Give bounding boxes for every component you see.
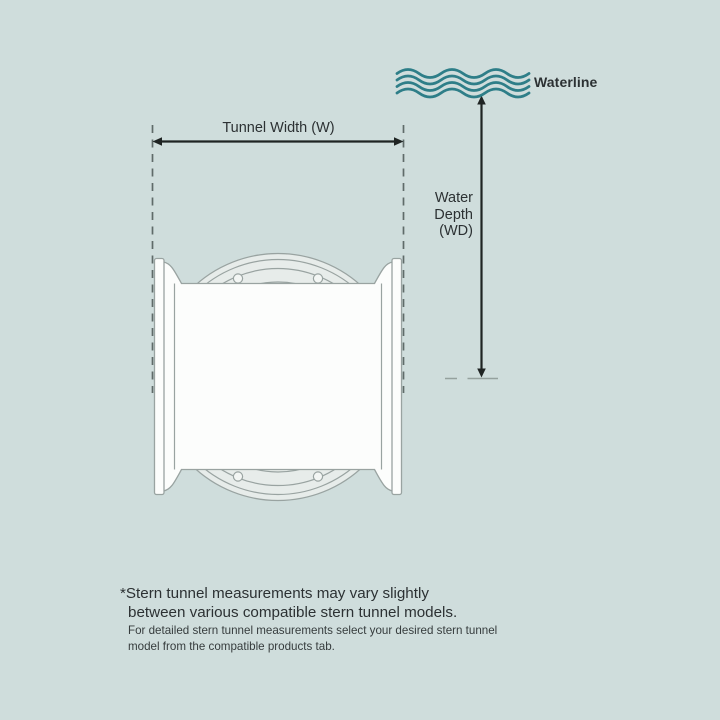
water-depth-line-3: (WD) [439,223,473,239]
water-depth-arrow-icon [477,96,486,378]
waterline-label: Waterline [534,74,598,90]
footnote-secondary-line-1: For detailed stern tunnel measurements select your desired stern tunnel [128,624,498,637]
footnote-secondary-line-2: model from the compatible products tab. [128,639,335,653]
bolt-hole [313,472,322,481]
stern-tunnel-body [155,259,402,495]
water-depth-label [373,190,473,240]
bolt-hole [313,274,322,283]
tunnel-width-arrow-icon [153,137,404,145]
bolt-hole [233,472,242,481]
water-depth-line-1: Water [434,190,473,206]
footnote-secondary [128,623,497,654]
bolt-hole [233,274,242,283]
footnote-primary-line-1: *Stern tunnel measurements may vary slightly [120,585,429,602]
right-flange [392,259,402,495]
left-flange [155,259,165,495]
footnote-primary [120,584,457,622]
tunnel-width-label: Tunnel Width (W) [222,120,335,136]
footnote-primary-line-2: between various compatible stern tunnel models. [128,604,458,621]
water-depth-line-2: Depth [434,206,473,223]
waterline-waves-icon [397,70,529,98]
